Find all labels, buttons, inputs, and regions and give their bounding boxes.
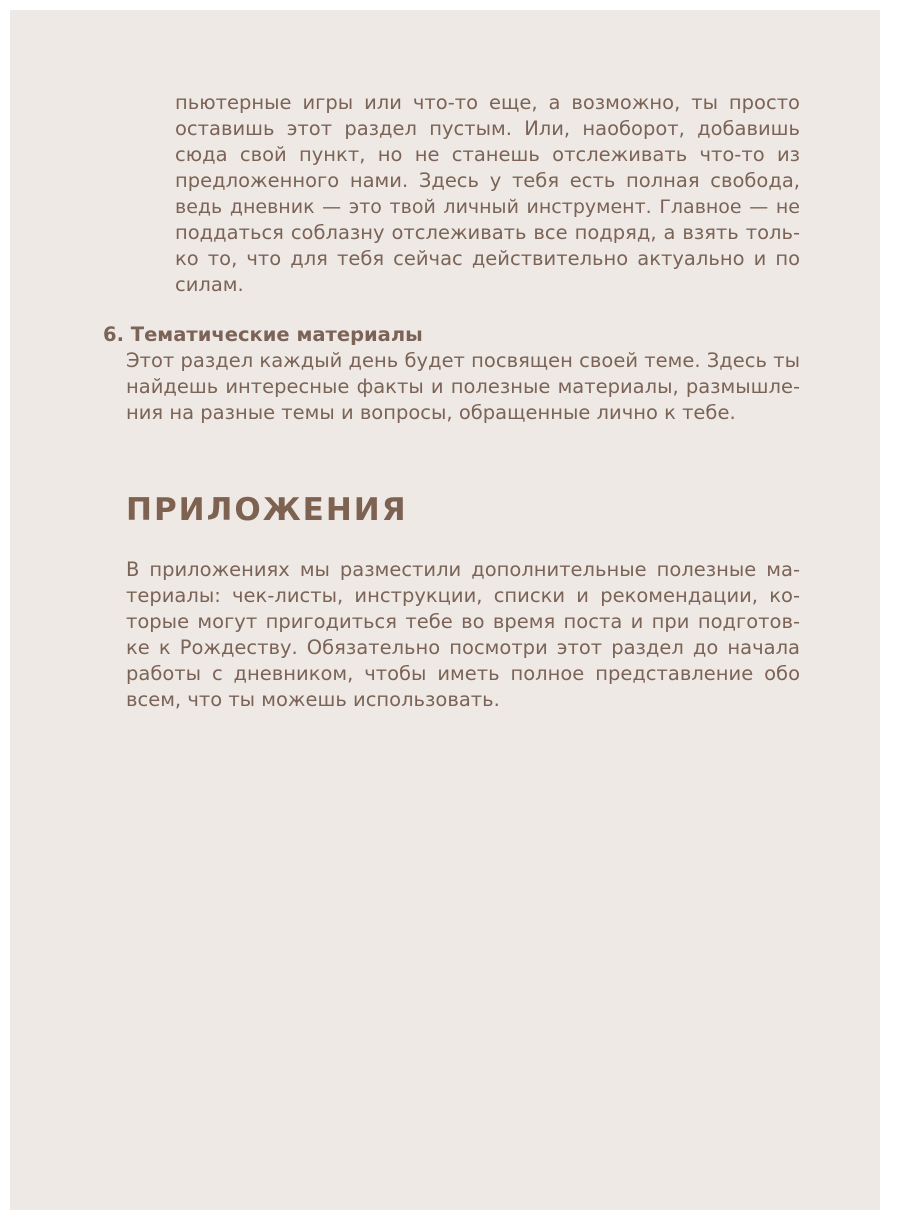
paragraph-line: ке к Рождеству. Обязательно посмотри этот раздел до начала xyxy=(126,636,800,659)
book-page xyxy=(10,10,880,1210)
paragraph-line: поддаться соблазну отслеживать все подряд, а взять толь- xyxy=(175,221,800,244)
item-text-line: ния на разные темы и вопросы, обращенные лично к тебе. xyxy=(126,401,736,424)
item-text-line: найдешь интересные факты и полезные материалы, размышле- xyxy=(126,375,800,398)
paragraph-line: предложенного нами. Здесь у тебя есть полная свобода, xyxy=(175,169,800,192)
paragraph-line: оставишь этот раздел пустым. Или, наоборот, добавишь xyxy=(175,117,800,140)
paragraph-line: силам. xyxy=(175,273,244,296)
paragraph-line: ведь дневник — это твой личный инструмент. Главное — не xyxy=(175,196,800,218)
paragraph-line: териалы: чек-листы, инструкции, списки и рекомендации, ко- xyxy=(126,584,800,607)
paragraph-line: сюда свой пункт, но не станешь отслеживать что-то из xyxy=(175,143,800,166)
paragraph-line: всем, что ты можешь использовать. xyxy=(126,688,500,711)
paragraph-line: работы с дневником, чтобы иметь полное представление обо xyxy=(126,662,800,685)
item-heading: 6. Тематические материалы xyxy=(103,323,423,346)
item-text-line: Этот раздел каждый день будет посвящен своей теме. Здесь ты xyxy=(126,349,800,372)
paragraph-line: В приложениях мы разместили дополнительные полезные ма- xyxy=(126,558,800,581)
paragraph-line: пьютерные игры или что-то еще, а возможно, ты просто xyxy=(175,91,800,114)
paragraph-line: ко то, что для тебя сейчас действительно актуально и по xyxy=(175,247,800,270)
section-title: ПРИЛОЖЕНИЯ xyxy=(126,492,408,528)
paragraph-line: торые могут пригодиться тебе во время поста и при подготов- xyxy=(126,610,800,633)
